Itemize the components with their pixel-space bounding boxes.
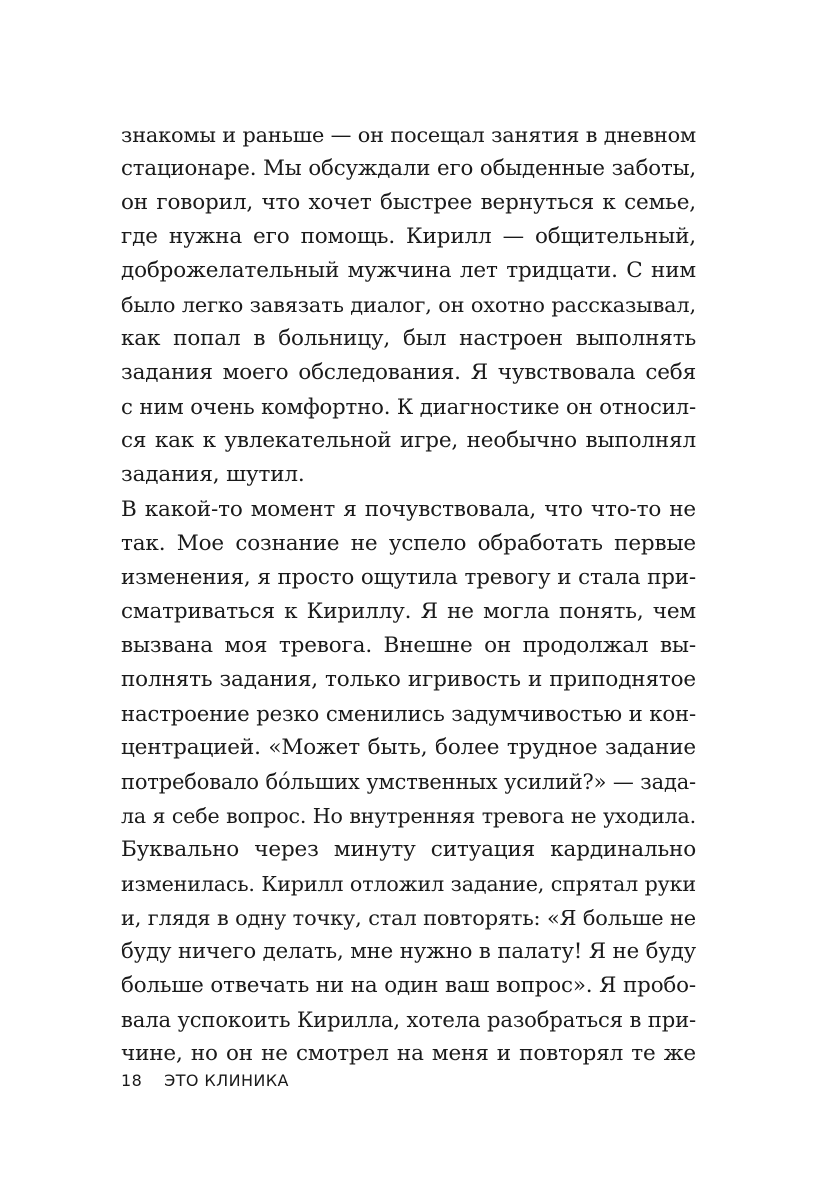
text-line: ла я себе вопрос. Но внутренняя тревога не уходила.	[121, 804, 696, 828]
text-line: задания моего обследования. Я чувствовала себя	[121, 360, 696, 385]
text-line: В какой-то момент я почувствовала, что что-то не	[121, 497, 696, 522]
text-line: он говорил, что хочет быстрее вернуться к семье,	[121, 190, 696, 215]
text-line: с ним очень комфортно. К диагностике он относил-	[121, 394, 696, 419]
text-line: буду ничего делать, мне нужно в палату! Я не буду	[121, 939, 696, 964]
text-line: стационаре. Мы обсуждали его обыденные заботы,	[121, 156, 696, 181]
text-line: изменения, я просто ощутила тревогу и стала при-	[121, 565, 696, 590]
text-line: чине, но он не смотрел на меня и повторял те же	[121, 1041, 696, 1066]
page-number: 18	[121, 1071, 143, 1090]
page-footer	[121, 1071, 289, 1090]
text-line: Буквально через минуту ситуация кардинально	[121, 837, 696, 862]
text-line: больше отвечать ни на один ваш вопрос». Я пробо-	[121, 973, 696, 998]
paragraph-2	[121, 493, 696, 1071]
text-line: и, глядя в одну точку, стал повторять: «Я больше не	[121, 906, 696, 930]
text-line: было легко завязать диалог, он охотно рассказывал,	[121, 293, 696, 317]
text-line: задания, шутил.	[121, 462, 305, 487]
text-line: изменилась. Кирилл отложил задание, спрятал руки	[121, 872, 696, 896]
text-line: доброжелательный мужчина лет тридцати. С ним	[121, 258, 696, 283]
text-line: центрацией. «Может быть, более трудное задание	[121, 735, 696, 760]
text-line: так. Мое сознание не успело обработать первые	[121, 531, 696, 556]
text-line: ся как к увлекательной игре, необычно выполнял	[121, 428, 696, 453]
paragraph-1	[121, 118, 696, 492]
text-line: знакомы и раньше — он посещал занятия в дневном	[121, 123, 696, 147]
text-line: потребовало бо́льших умственных усилий?» — зада-	[121, 770, 696, 794]
running-title: ЭТО КЛИНИКА	[164, 1071, 289, 1090]
text-line: полнять задания, только игривость и приподнятое	[121, 667, 696, 692]
text-line: как попал в больницу, был настроен выполнять	[121, 326, 696, 351]
text-line: вала успокоить Кирилла, хотела разобраться в при-	[121, 1007, 696, 1032]
text-line: где нужна его помощь. Кирилл — общительный,	[121, 224, 696, 249]
text-line: настроение резко сменились задумчивостью и кон-	[121, 701, 696, 726]
text-line: вызвана моя тревога. Внешне он продолжал вы-	[121, 633, 696, 658]
text-line: сматриваться к Кириллу. Я не могла понять, чем	[121, 599, 696, 624]
